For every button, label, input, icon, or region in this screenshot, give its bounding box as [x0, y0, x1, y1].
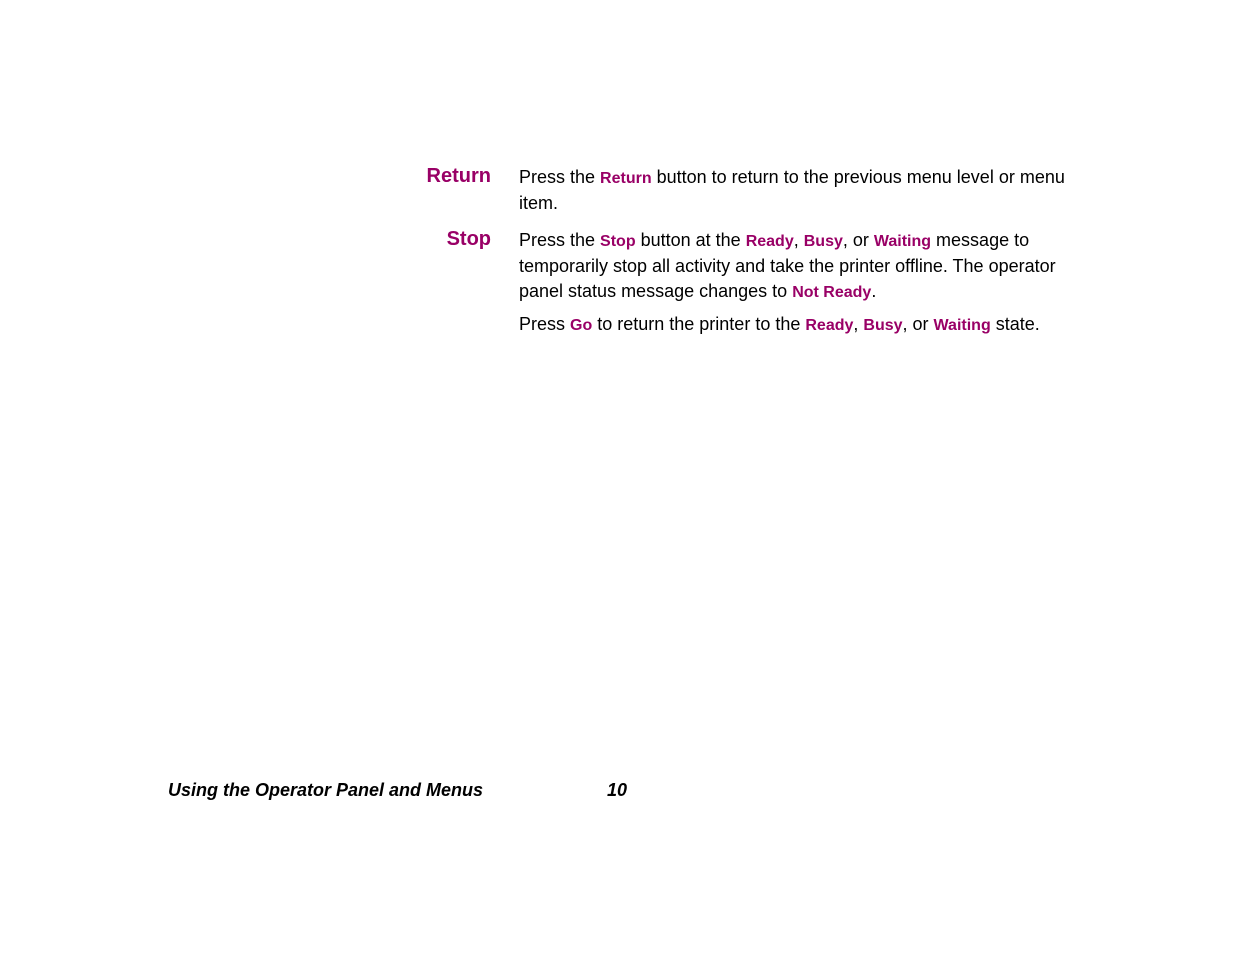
stop-description: [519, 228, 1089, 305]
keyword-stop: Stop: [600, 233, 636, 250]
keyword-waiting: Waiting: [933, 317, 991, 334]
footer-page-number: 10: [607, 780, 628, 800]
keyword-busy: Busy: [803, 233, 843, 250]
keyword-ready: Ready: [745, 233, 794, 250]
paragraph-text: , or: [902, 314, 934, 334]
paragraph-text: message to temporarily stop all activity and take the printer offline. The operator panel status message changes to: [519, 230, 1056, 301]
paragraph-text: Press the: [519, 167, 601, 187]
term-return: Return: [426, 165, 491, 187]
term-stop: Stop: [446, 228, 491, 250]
paragraph-text: .: [871, 281, 877, 301]
paragraph-text: ,: [793, 230, 804, 250]
paragraph-text: button at the: [635, 230, 746, 250]
paragraph-text: ,: [853, 314, 864, 334]
footer-chapter-title: Using the Operator Panel and Menus: [168, 780, 484, 800]
paragraph-text: to return the printer to the: [592, 314, 806, 334]
keyword-ready: Ready: [805, 317, 854, 334]
paragraph-text: Press: [519, 314, 571, 334]
paragraph-text: button to return to the previous menu level or menu item.: [519, 167, 1065, 213]
return-description: [519, 165, 1089, 216]
keyword-not-ready: Not Ready: [792, 284, 872, 301]
go-description: [519, 312, 1089, 338]
keyword-busy: Busy: [863, 317, 903, 334]
keyword-go: Go: [570, 317, 593, 334]
paragraph-text: state.: [990, 314, 1040, 334]
keyword-return: Return: [600, 170, 652, 187]
paragraph-text: Press the: [519, 230, 601, 250]
keyword-waiting: Waiting: [873, 233, 932, 250]
paragraph-text: , or: [842, 230, 874, 250]
